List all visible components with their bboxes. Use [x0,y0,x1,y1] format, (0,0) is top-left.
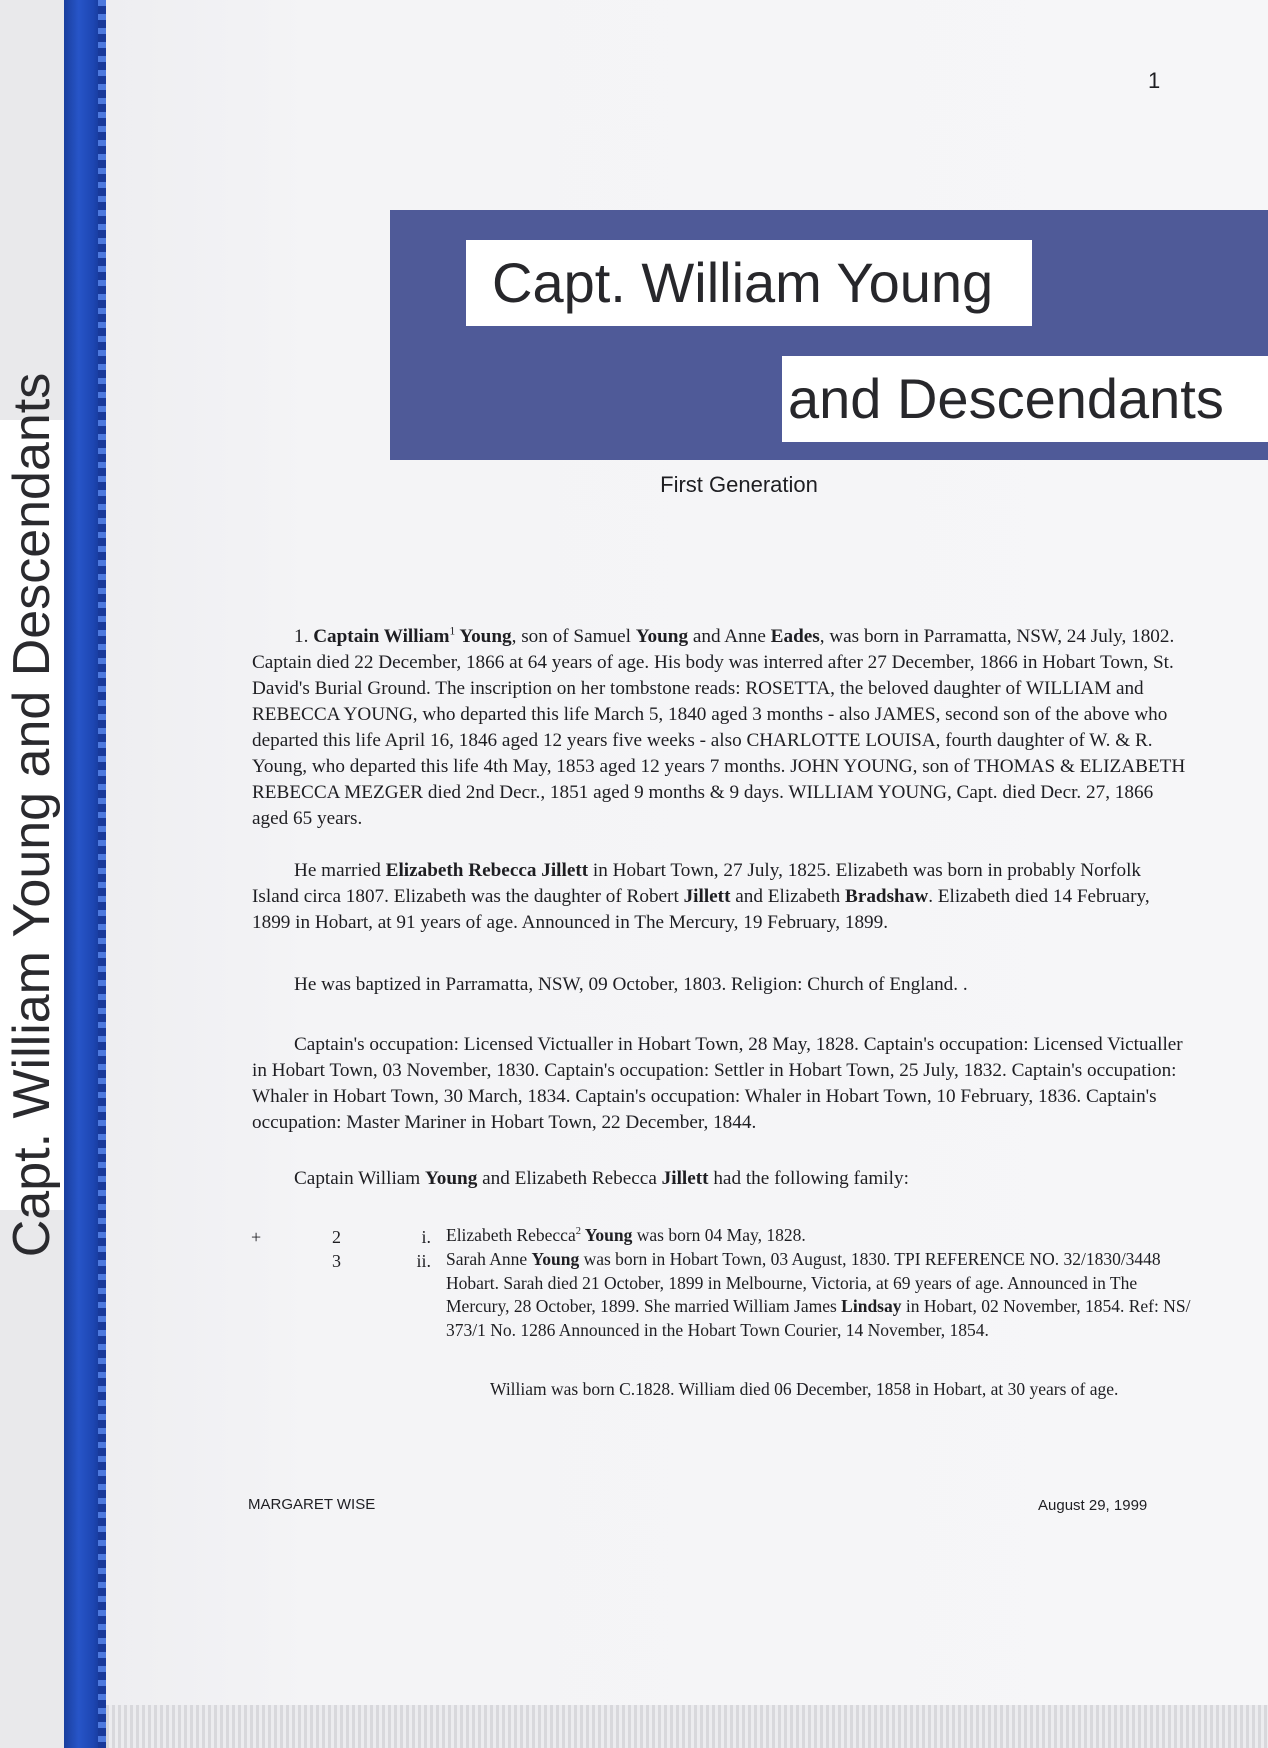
child-2-roman: ii. [416,1251,431,1271]
child-2-text-1: Sarah Anne [446,1249,532,1269]
title-line2: and Descendants [788,367,1224,430]
title-box-line2 [782,356,1268,442]
paragraph-3: He was baptized in Parramatta, NSW, 09 October, 1803. Religion: Church of England. . [294,974,968,995]
child-1-surname-bold: Young [580,1225,633,1245]
footer-author: MARGARET WISE [248,1496,376,1513]
p1-prefix: 1. [294,626,314,647]
child-2-surname-bold: Young [531,1249,580,1269]
child-2-text-3: in Hobart, 02 November, 1854. Ref: NS/ 373/1 No. 1286 Announced in the Hobart Town Courier, 14 November, 1854. [446,1296,1191,1340]
p2-mother-bold: Bradshaw [845,886,929,907]
p5-text-1: Captain William [294,1168,426,1189]
child-1-descendant-marker: + [251,1227,262,1247]
page-number: 1 [1148,68,1161,93]
p2-text-3: and Elizabeth [730,886,846,907]
p2-father-bold: Jillett [683,886,731,907]
p5-bold-2: Jillett [661,1168,709,1189]
child-1-roman: i. [421,1227,431,1247]
paragraph-1 [252,624,1192,832]
child-2-spouse-note: William was born C.1828. William died 06 December, 1858 in Hobart, at 30 years of age. [490,1379,1119,1399]
p1-text-2: and Anne [688,626,771,647]
p2-text-1: He married [294,860,386,881]
sheet-protector-edge [106,1705,1268,1748]
p1-text-1: , son of Samuel [511,626,636,647]
child-1-text-1: Elizabeth Rebecca [446,1225,576,1245]
p5-bold-1: Young [425,1168,478,1189]
p1-name-bold: Captain William [313,626,450,647]
p2-text-2: in Hobart Town, 27 July, 1825. Elizabeth was born in probably Norfolk Island circa 1807. Elizabeth was the daughter of Robert [252,860,1142,907]
child-1-number: 2 [332,1227,341,1247]
child-2-number: 3 [332,1251,341,1271]
section-title: First Generation [660,472,818,497]
footer-date: August 29, 1999 [1038,1497,1148,1514]
child-1-generation-sup: 2 [575,1226,581,1238]
child-2-text-2: was born in Hobart Town, 03 August, 1830. TPI REFERENCE NO. 32/1830/3448 Hobart. Sarah died 21 October, 1899 in Melbourne, Victoria, at 69 years of age. Announced in The Mercury, 28 October, 1899. She married William James [446,1249,1161,1316]
p1-mother-bold: Eades [770,626,820,647]
p1-surname-bold: Young [455,626,512,647]
spine-label-text: Capt. William Young and Descendants [3,372,61,1258]
p1-father-bold: Young [635,626,689,647]
p2-wife-bold: Elizabeth Rebecca Jillett [385,860,589,881]
paragraph-4: Captain's occupation: Licensed Victualler in Hobart Town, 28 May, 1828. Captain's occupation: Licensed Victualler in Hobart Town, 03 November, 1830. Captain's occupation: Settler in Hobart Town, 25 July, 1832. Captain's occupation: Whaler in Hobart Town, 30 March, 1834. Captain's occupation: Whaler in Hobart Town, 10 February, 1836. Captain's occupation: Master Mariner in Hobart Town, 22 December, 1844. [252,1034,1183,1133]
child-2-entry [446,1248,1202,1342]
binder-ridges [98,0,106,1748]
p5-text-3: had the following family: [708,1168,909,1189]
title-line1: Capt. William Young [492,251,994,314]
p2-text-4: . Elizabeth died 14 February, 1899 in Hobart, at 91 years of age. Announced in The Mercury, 19 February, 1899. [252,886,1150,933]
p5-text-2: and Elizabeth Rebecca [477,1168,662,1189]
child-1-entry [446,1224,1202,1248]
child-2-spouse-bold: Lindsay [841,1296,902,1316]
p1-generation-sup: 1 [449,625,456,638]
paragraph-2 [252,858,1192,936]
paragraph-5 [252,1166,1192,1192]
title-box-line1 [466,240,1032,326]
child-1-text-2: was born 04 May, 1828. [632,1225,806,1245]
p1-text-3: , was born in Parramatta, NSW, 24 July, 1802. Captain died 22 December, 1866 at 64 years of age. His body was interred after 27 December, 1866 in Hobart Town, St. David's Burial Ground. The inscription on her tombstone reads: ROSETTA, the beloved daughter of WILLIAM and REBECCA YOUNG, who departed this life March 5, 1840 aged 3 months - also JAMES, second son of the above who departed this life April 16, 1846 aged 12 years five weeks - also CHARLOTTE LOUISA, fourth daughter of W. & R. Young, who departed this life 4th May, 1853 aged 12 years 7 months. JOHN YOUNG, son of THOMAS & ELIZABETH REBECCA MEZGER died 2nd Decr., 1851 aged 9 months & 9 days. WILLIAM YOUNG, Capt. died Decr. 27, 1866 aged 65 years. [252,626,1186,829]
